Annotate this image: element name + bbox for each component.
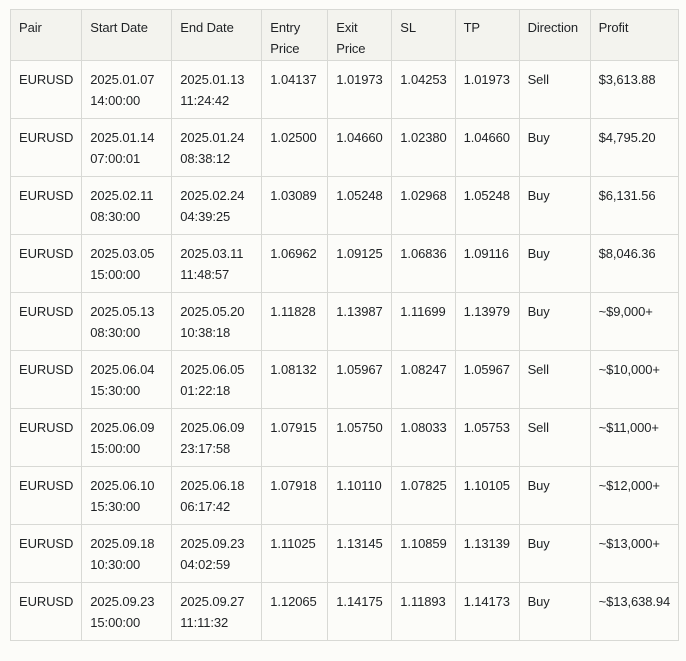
table-row [11,177,679,235]
end-date-cell [172,235,262,293]
end-date-value: 2025.03.11 [180,246,244,261]
column-header-label-line2: Price [336,41,366,56]
exit-price-value: 1.04660 [336,130,383,145]
sl-cell [392,177,455,235]
start-date-value: 2025.01.07 [90,72,155,87]
pair-value: EURUSD [19,130,74,145]
profit-value: $4,795.20 [598,130,656,145]
entry-price-value: 1.12065 [270,594,317,609]
column-header-label: Start Date [90,20,148,35]
end-date-value: 08:38:12 [180,151,231,166]
direction-cell [519,61,590,119]
direction-value: Buy [527,536,550,551]
column-header-profit [590,10,679,61]
end-date-value: 2025.06.05 [180,362,245,377]
column-header-direction [519,10,590,61]
end-date-cell [172,177,262,235]
column-header-label: End Date [180,20,234,35]
start-date-cell [82,61,172,119]
direction-cell [519,293,590,351]
start-date-value: 2025.09.18 [90,536,155,551]
table-row [11,525,679,583]
tp-value: 1.05967 [463,362,510,377]
start-date-cell [82,409,172,467]
start-date-value: 08:30:00 [90,209,141,224]
profit-cell [590,583,679,641]
column-header-start-date [82,10,172,61]
tp-value: 1.14173 [463,594,510,609]
sl-cell [392,235,455,293]
table-row [11,119,679,177]
tp-value: 1.05248 [463,188,510,203]
pair-cell [11,235,82,293]
profit-cell [590,293,679,351]
start-date-value: 2025.06.04 [90,362,155,377]
entry-price-cell [262,467,328,525]
end-date-value: 11:24:42 [180,93,230,108]
pair-value: EURUSD [19,536,74,551]
tp-cell [455,409,519,467]
end-date-value: 2025.01.13 [180,72,245,87]
start-date-value: 2025.06.09 [90,420,155,435]
pair-cell [11,467,82,525]
start-date-value: 2025.06.10 [90,478,155,493]
tp-value: 1.10105 [463,478,510,493]
sl-value: 1.04253 [400,72,447,87]
pair-cell [11,119,82,177]
sl-cell [392,61,455,119]
exit-price-value: 1.14175 [336,594,383,609]
pair-value: EURUSD [19,420,74,435]
exit-price-value: 1.09125 [336,246,383,261]
end-date-cell [172,467,262,525]
direction-value: Buy [527,130,550,145]
tp-value: 1.05753 [463,420,510,435]
exit-price-cell [328,351,392,409]
table-row [11,409,679,467]
sl-value: 1.06836 [400,246,447,261]
start-date-value: 15:00:00 [90,615,141,630]
exit-price-value: 1.01973 [336,72,383,87]
profit-value: $6,131.56 [598,188,656,203]
tp-cell [455,351,519,409]
direction-cell [519,467,590,525]
end-date-cell [172,293,262,351]
sl-cell [392,293,455,351]
entry-price-cell [262,177,328,235]
exit-price-cell [328,409,392,467]
tp-cell [455,467,519,525]
entry-price-value: 1.11828 [270,304,316,319]
pair-cell [11,177,82,235]
table-row [11,61,679,119]
sl-cell [392,467,455,525]
entry-price-cell [262,583,328,641]
pair-cell [11,525,82,583]
profit-value: ~$11,000+ [598,420,659,435]
table-header [11,10,679,61]
end-date-value: 01:22:18 [180,383,231,398]
end-date-value: 10:38:18 [180,325,231,340]
pair-value: EURUSD [19,188,74,203]
entry-price-value: 1.08132 [270,362,317,377]
end-date-value: 04:39:25 [180,209,231,224]
table-row [11,351,679,409]
exit-price-cell [328,467,392,525]
profit-value: ~$13,000+ [598,536,660,551]
end-date-cell [172,119,262,177]
pair-cell [11,293,82,351]
direction-cell [519,583,590,641]
exit-price-value: 1.05248 [336,188,383,203]
pair-value: EURUSD [19,246,74,261]
entry-price-value: 1.06962 [270,246,317,261]
end-date-value: 11:48:57 [180,267,230,282]
direction-cell [519,351,590,409]
entry-price-cell [262,119,328,177]
profit-value: $8,046.36 [598,246,656,261]
sl-cell [392,583,455,641]
end-date-value: 2025.02.24 [180,188,245,203]
tp-value: 1.01973 [463,72,510,87]
start-date-value: 15:30:00 [90,499,141,514]
exit-price-value: 1.13145 [336,536,383,551]
sl-value: 1.02380 [400,130,447,145]
entry-price-value: 1.03089 [270,188,317,203]
pair-cell [11,61,82,119]
start-date-value: 07:00:01 [90,151,141,166]
end-date-value: 2025.06.09 [180,420,245,435]
column-header-entry-price [262,10,328,61]
column-header-label: Profit [598,20,629,35]
direction-value: Buy [527,478,550,493]
column-header-label: Pair [19,20,42,35]
exit-price-cell [328,61,392,119]
sl-value: 1.02968 [400,188,447,203]
profit-cell [590,351,679,409]
tp-cell [455,119,519,177]
tp-cell [455,525,519,583]
start-date-value: 2025.05.13 [90,304,155,319]
exit-price-cell [328,235,392,293]
end-date-value: 06:17:42 [180,499,231,514]
start-date-cell [82,177,172,235]
pair-value: EURUSD [19,362,74,377]
end-date-cell [172,351,262,409]
sl-value: 1.11699 [400,304,446,319]
direction-value: Sell [527,420,549,435]
table-row [11,467,679,525]
exit-price-value: 1.10110 [336,478,382,493]
column-header-label: TP [463,20,481,35]
trades-table [10,9,679,641]
pair-value: EURUSD [19,478,74,493]
entry-price-value: 1.07915 [270,420,317,435]
tp-cell [455,61,519,119]
tp-cell [455,235,519,293]
sl-cell [392,525,455,583]
start-date-cell [82,467,172,525]
pair-value: EURUSD [19,594,74,609]
direction-cell [519,525,590,583]
profit-cell [590,409,679,467]
start-date-value: 2025.01.14 [90,130,155,145]
end-date-value: 2025.06.18 [180,478,245,493]
column-header-pair [11,10,82,61]
tp-cell [455,293,519,351]
start-date-value: 2025.03.05 [90,246,155,261]
profit-value: $3,613.88 [598,72,656,87]
end-date-value: 11:11:32 [180,615,229,630]
end-date-value: 2025.09.23 [180,536,245,551]
start-date-value: 15:00:00 [90,441,141,456]
entry-price-cell [262,351,328,409]
start-date-value: 2025.09.23 [90,594,155,609]
sl-value: 1.08033 [400,420,447,435]
entry-price-cell [262,61,328,119]
entry-price-cell [262,293,328,351]
column-header-label: Exit [336,20,358,35]
start-date-cell [82,351,172,409]
direction-value: Sell [527,362,549,377]
direction-value: Buy [527,594,550,609]
direction-cell [519,409,590,467]
sl-value: 1.07825 [400,478,447,493]
pair-cell [11,409,82,467]
tp-cell [455,583,519,641]
exit-price-cell [328,177,392,235]
end-date-value: 04:02:59 [180,557,231,572]
exit-price-value: 1.13987 [336,304,383,319]
trades-table-container [10,9,679,641]
sl-value: 1.10859 [400,536,447,551]
exit-price-cell [328,525,392,583]
end-date-value: 2025.05.20 [180,304,245,319]
sl-cell [392,409,455,467]
tp-cell [455,177,519,235]
profit-cell [590,467,679,525]
start-date-cell [82,119,172,177]
exit-price-value: 1.05967 [336,362,383,377]
pair-cell [11,583,82,641]
end-date-cell [172,525,262,583]
start-date-cell [82,293,172,351]
direction-cell [519,177,590,235]
end-date-value: 2025.01.24 [180,130,245,145]
direction-cell [519,235,590,293]
exit-price-value: 1.05750 [336,420,383,435]
entry-price-value: 1.02500 [270,130,317,145]
sl-cell [392,119,455,177]
direction-value: Buy [527,304,550,319]
entry-price-cell [262,235,328,293]
entry-price-cell [262,409,328,467]
pair-value: EURUSD [19,304,74,319]
exit-price-cell [328,119,392,177]
start-date-cell [82,583,172,641]
entry-price-cell [262,525,328,583]
column-header-sl [392,10,455,61]
column-header-label-line2: Price [270,41,300,56]
pair-cell [11,351,82,409]
header-row [11,10,679,61]
direction-value: Buy [527,246,550,261]
tp-value: 1.13139 [463,536,510,551]
direction-value: Buy [527,188,550,203]
table-row [11,235,679,293]
profit-value: ~$10,000+ [598,362,660,377]
start-date-cell [82,525,172,583]
column-header-label: SL [400,20,416,35]
column-header-end-date [172,10,262,61]
profit-value: ~$12,000+ [598,478,660,493]
entry-price-value: 1.04137 [270,72,317,87]
end-date-value: 2025.09.27 [180,594,245,609]
profit-value: ~$9,000+ [598,304,653,319]
column-header-exit-price [328,10,392,61]
end-date-cell [172,583,262,641]
start-date-value: 10:30:00 [90,557,141,572]
direction-value: Sell [527,72,549,87]
end-date-value: 23:17:58 [180,441,231,456]
exit-price-cell [328,293,392,351]
start-date-value: 14:00:00 [90,93,141,108]
sl-value: 1.11893 [400,594,446,609]
start-date-cell [82,235,172,293]
exit-price-cell [328,583,392,641]
entry-price-value: 1.07918 [270,478,317,493]
column-header-label: Entry [270,20,301,35]
start-date-value: 15:30:00 [90,383,141,398]
table-body [11,61,679,641]
entry-price-value: 1.11025 [270,536,316,551]
start-date-value: 08:30:00 [90,325,141,340]
profit-value: ~$13,638.94 [598,594,671,609]
pair-value: EURUSD [19,72,74,87]
profit-cell [590,525,679,583]
direction-cell [519,119,590,177]
table-row [11,583,679,641]
profit-cell [590,177,679,235]
table-row [11,293,679,351]
start-date-value: 2025.02.11 [90,188,154,203]
tp-value: 1.13979 [463,304,510,319]
column-header-label: Direction [527,20,578,35]
tp-value: 1.04660 [463,130,510,145]
sl-cell [392,351,455,409]
start-date-value: 15:00:00 [90,267,141,282]
tp-value: 1.09116 [463,246,509,261]
profit-cell [590,235,679,293]
profit-cell [590,119,679,177]
end-date-cell [172,61,262,119]
column-header-tp [455,10,519,61]
sl-value: 1.08247 [400,362,447,377]
profit-cell [590,61,679,119]
end-date-cell [172,409,262,467]
